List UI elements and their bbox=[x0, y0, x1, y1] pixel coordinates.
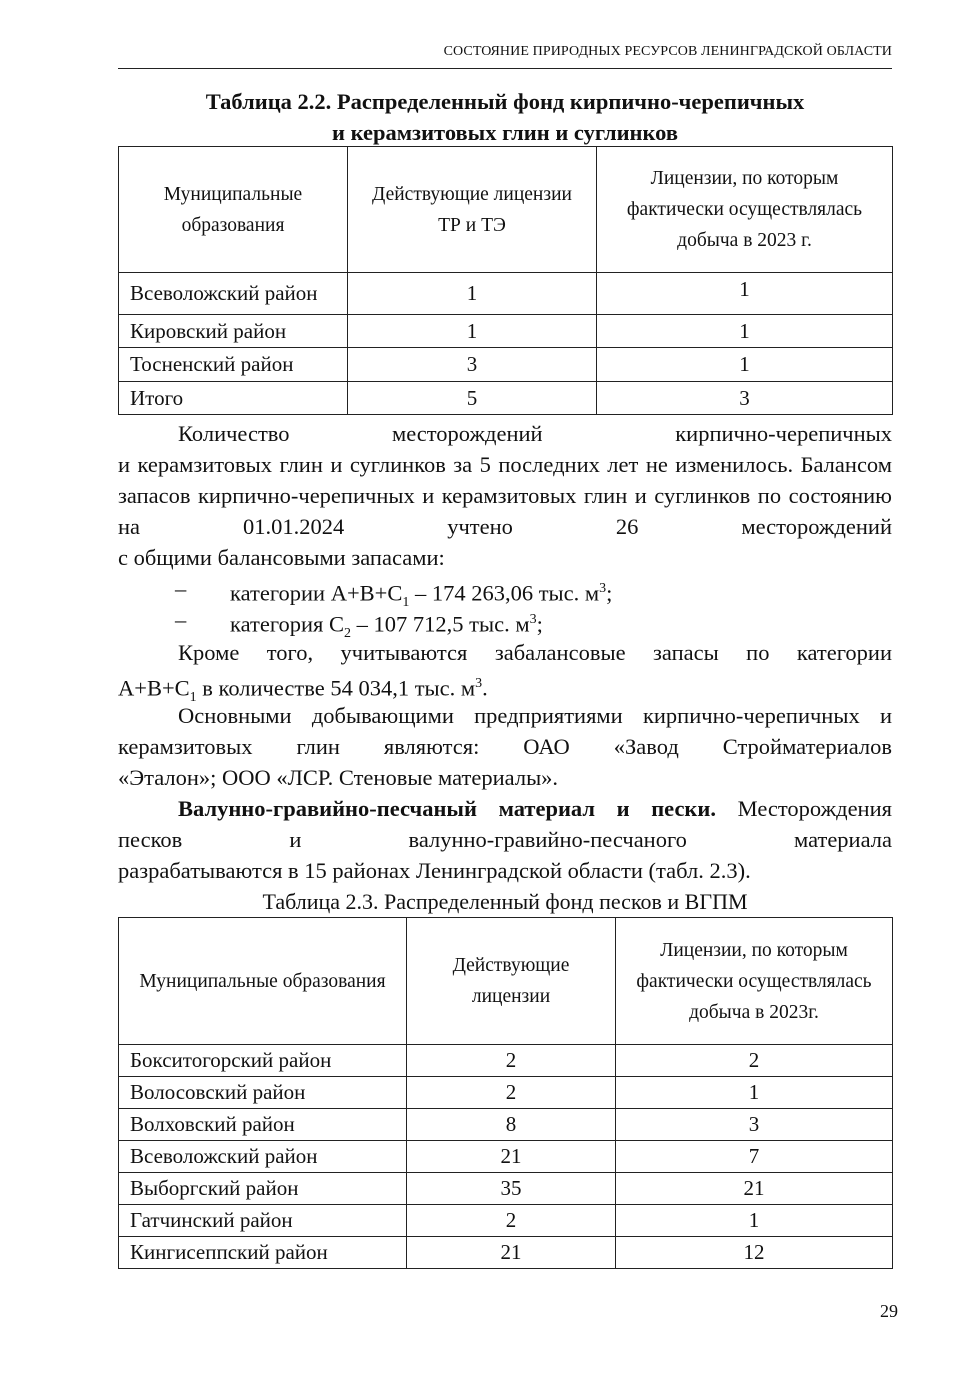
paragraph-2-first-line: Кроме того, учитываются забалансовые запасы по категории bbox=[178, 640, 892, 665]
table-header-row bbox=[119, 147, 893, 273]
paragraph-4-last-line: разрабатываются в 15 районах Ленинградской области (табл. 2.3). bbox=[118, 858, 751, 883]
row-active: 5 bbox=[348, 382, 597, 415]
row-name: Тосненский район bbox=[119, 348, 348, 382]
running-header: СОСТОЯНИЕ ПРИРОДНЫХ РЕСУРСОВ ЛЕНИНГРАДСКОЙ ОБЛАСТИ bbox=[118, 42, 892, 69]
row-name: Кировский район bbox=[119, 315, 348, 348]
row-name: Волховский район bbox=[119, 1109, 407, 1141]
table-row bbox=[119, 348, 893, 382]
table-row bbox=[119, 1077, 893, 1109]
header-cell-active-licenses: Действующие лицензии ТР и ТЭ bbox=[348, 147, 597, 273]
paragraph-1-last-line: с общими балансовыми запасами: bbox=[118, 545, 445, 570]
paragraph-1-body: и керамзитовых глин и суглинков за 5 последних лет не изменилось. Балансом запасов кирпично-черепичных и керамзитовых глин и суглинков по состоянию на 01.01.2024 учтено 26 месторождений bbox=[118, 452, 892, 539]
paragraph-1-first-line: Количество месторождений кирпично-черепичных bbox=[178, 421, 892, 446]
row-mined: 3 bbox=[616, 1109, 893, 1141]
header-cell-municipality: Муниципальные образования bbox=[119, 918, 407, 1045]
row-name: Выборгский район bbox=[119, 1173, 407, 1205]
row-name: Всеволожский район bbox=[119, 273, 348, 315]
row-mined: 2 bbox=[616, 1045, 893, 1077]
row-active: 2 bbox=[407, 1045, 616, 1077]
table-2-2-title: Таблица 2.2. Распределенный фонд кирпично-черепичных и керамзитовых глин и суглинков bbox=[205, 89, 805, 145]
row-active: 3 bbox=[348, 348, 597, 382]
header-cell-active-licenses: Действующие лицензии bbox=[407, 918, 616, 1045]
row-active: 2 bbox=[407, 1077, 616, 1109]
row-mined: 1 bbox=[616, 1077, 893, 1109]
row-mined: 1 bbox=[597, 315, 893, 348]
row-active: 21 bbox=[407, 1237, 616, 1269]
row-active: 35 bbox=[407, 1173, 616, 1205]
table-row-total bbox=[119, 382, 893, 415]
row-mined: 3 bbox=[597, 382, 893, 415]
header-cell-mining-licenses: Лицензии, по которым фактически осуществлялась добыча в 2023г. bbox=[616, 918, 893, 1045]
row-mined: 1 bbox=[616, 1205, 893, 1237]
row-name: Бокситогорский район bbox=[119, 1045, 407, 1077]
table-row bbox=[119, 1205, 893, 1237]
header-cell-municipality: Муниципальные образования bbox=[119, 147, 348, 273]
row-mined: 1 bbox=[597, 348, 893, 382]
paragraph-4-body: Валунно-гравийно-песчаный материал и пески. Месторождения песков и валунно-гравийно-песчаного материала bbox=[118, 796, 892, 852]
row-name: Волосовский район bbox=[119, 1077, 407, 1109]
row-mined: 1 bbox=[597, 273, 893, 315]
row-active: 8 bbox=[407, 1109, 616, 1141]
table-row bbox=[119, 1141, 893, 1173]
table-header-row bbox=[119, 918, 893, 1045]
table-row bbox=[119, 273, 893, 315]
header-cell-mining-licenses: Лицензии, по которым фактически осуществлялась добыча в 2023 г. bbox=[597, 147, 893, 273]
row-active: 21 bbox=[407, 1141, 616, 1173]
page-number: 29 bbox=[880, 1301, 898, 1321]
row-active: 2 bbox=[407, 1205, 616, 1237]
row-active: 1 bbox=[348, 273, 597, 315]
row-name: Кингисеппский район bbox=[119, 1237, 407, 1269]
row-name: Всеволожский район bbox=[119, 1141, 407, 1173]
table-row bbox=[119, 1045, 893, 1077]
row-mined: 12 bbox=[616, 1237, 893, 1269]
table-2-2 bbox=[118, 146, 893, 415]
row-mined: 21 bbox=[616, 1173, 893, 1205]
list-item: – категории $А+В+С_1 - 174$ 263,06 тыс. $м^3$; bbox=[175, 576, 613, 610]
list-item: – категория $С_2 - 107$ 712,5 тыс. $м^3$; bbox=[175, 607, 543, 641]
paragraph-2-last-line: $А+В+С_1$ в количестве 54 034,1 тыс. $м^3$. bbox=[118, 675, 488, 705]
table-2-3 bbox=[118, 917, 893, 1269]
table-row bbox=[119, 1237, 893, 1269]
paragraph-3-body: Основными добывающими предприятиями кирпично-черепичных и керамзитовых глин являются: ОАО «Завод Стройматериалов bbox=[118, 703, 892, 759]
row-name: Гатчинский район bbox=[119, 1205, 407, 1237]
table-row bbox=[119, 1173, 893, 1205]
paragraph-3-last-line: «Эталон»; ООО «ЛСР. Стеновые материалы». bbox=[118, 765, 559, 790]
row-mined: 7 bbox=[616, 1141, 893, 1173]
row-active: 1 bbox=[348, 315, 597, 348]
table-row bbox=[119, 1109, 893, 1141]
table-row bbox=[119, 315, 893, 348]
table-2-3-title: Таблица 2.3. Распределенный фонд песков и ВГПМ bbox=[262, 889, 748, 914]
row-name: Итого bbox=[119, 382, 348, 415]
